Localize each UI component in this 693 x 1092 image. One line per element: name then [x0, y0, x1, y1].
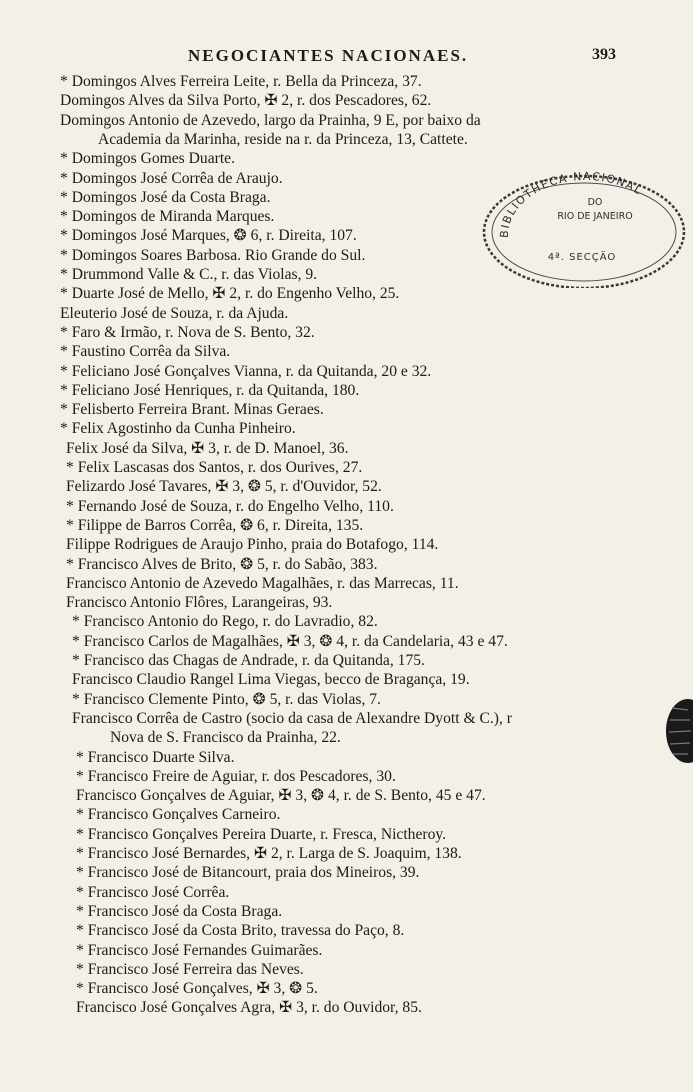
- entry-line: * Drummond Valle & C., r. das Violas, 9.: [60, 266, 318, 283]
- entry-line: Francisco Antonio de Azevedo Magalhães, r. das Marrecas, 11.: [66, 574, 459, 592]
- entry-line: * Francisco José Corrêa.: [76, 883, 230, 901]
- entry-line: * Francisco Carlos de Magalhães, ✠ 3, ❂ 4, r. da Candelaria, 43 e 47.: [72, 632, 508, 650]
- stamp-arc-text: BIBLIOTHECA NACIONAL: [497, 169, 645, 239]
- page-number: 393: [592, 46, 616, 63]
- entry-line: Domingos Alves da Silva Porto, ✠ 2, r. dos Pescadores, 62.: [60, 92, 432, 110]
- entry-line: * Duarte José de Mello, ✠ 2, r. do Engenho Velho, 25.: [60, 285, 400, 303]
- entry-line: * Francisco Duarte Silva.: [76, 748, 235, 766]
- entry-line: * Francisco Clemente Pinto, ❂ 5, r. das Violas, 7.: [72, 690, 381, 708]
- entry-line: Academia da Marinha, reside na r. da Princeza, 13, Cattete.: [98, 130, 468, 148]
- library-stamp: [478, 160, 686, 288]
- stamp-line2: RIO DE JANEIRO: [557, 211, 633, 222]
- entry-line: * Francisco José da Costa Brito, travessa do Paço, 8.: [76, 922, 405, 940]
- entry-line: * Felix Lascasas dos Santos, r. dos Ourives, 27.: [66, 459, 363, 476]
- entry-line: * Fernando José de Souza, r. do Engelho Velho, 110.: [66, 497, 394, 515]
- entry-line: * Felisberto Ferreira Brant. Minas Geraes.: [60, 401, 324, 419]
- entry-line: * Domingos José da Costa Braga.: [60, 188, 271, 206]
- entry-line: Francisco Gonçalves de Aguiar, ✠ 3, ❂ 4, r. de S. Bento, 45 e 47.: [76, 787, 486, 805]
- entry-line: Eleuterio José de Souza, r. da Ajuda.: [60, 304, 289, 322]
- entry-line: Filippe Rodrigues de Araujo Pinho, praia do Botafogo, 114.: [66, 536, 439, 554]
- entry-line: * Francisco José da Costa Braga.: [76, 902, 283, 920]
- entry-line: * Francisco José Ferreira das Neves.: [76, 960, 304, 978]
- page-edge-blot: [658, 696, 693, 766]
- entry-line: * Feliciano José Henriques, r. da Quitanda, 180.: [60, 381, 360, 399]
- entry-line: Francisco José Gonçalves Agra, ✠ 3, r. do Ouvidor, 85.: [76, 999, 422, 1017]
- entry-line: Nova de S. Francisco da Prainha, 22.: [110, 729, 341, 747]
- stamp-seal-icon: [478, 160, 686, 288]
- entry-line: * Domingos José Marques, ❂ 6, r. Direita, 107.: [60, 227, 357, 245]
- entry-line: * Francisco José Gonçalves, ✠ 3, ❂ 5.: [76, 980, 318, 998]
- entry-line: * Francisco José de Bitancourt, praia dos Mineiros, 39.: [76, 864, 420, 882]
- stamp-line1: DO: [587, 197, 603, 208]
- entry-line: * Domingos Soares Barbosa. Rio Grande do Sul.: [60, 246, 366, 264]
- entry-line: * Francisco Freire de Aguiar, r. dos Pescadores, 30.: [76, 767, 396, 785]
- entry-line: * Francisco Alves de Brito, ❂ 5, r. do Sabão, 383.: [66, 555, 378, 573]
- entry-line: Felizardo José Tavares, ✠ 3, ❂ 5, r. d'Ouvidor, 52.: [66, 478, 382, 496]
- entry-line: * Francisco Gonçalves Carneiro.: [76, 806, 281, 824]
- entry-line: * Feliciano José Gonçalves Vianna, r. da Quitanda, 20 e 32.: [60, 362, 432, 380]
- entry-line: Francisco Claudio Rangel Lima Viegas, becco de Bragança, 19.: [72, 671, 470, 689]
- entry-line: * Francisco Gonçalves Pereira Duarte, r. Fresca, Nictheroy.: [76, 825, 447, 843]
- entry-line: * Francisco José Fernandes Guimarães.: [76, 941, 323, 959]
- entry-line: Domingos Antonio de Azevedo, largo da Prainha, 9 E, por baixo da: [60, 111, 481, 129]
- entry-line: Francisco Corrêa de Castro (socio da casa de Alexandre Dyott & C.), r: [72, 709, 512, 727]
- entry-line: * Domingos de Miranda Marques.: [60, 208, 275, 226]
- entry-line: * Faro & Irmão, r. Nova de S. Bento, 32.: [60, 323, 315, 341]
- running-title: NEGOCIANTES NACIONAES.: [188, 46, 469, 65]
- entry-line: Felix José da Silva, ✠ 3, r. de D. Manoel, 36.: [66, 439, 349, 457]
- entry-line: * Francisco José Bernardes, ✠ 2, r. Larga de S. Joaquim, 138.: [76, 845, 462, 862]
- entry-line: * Faustino Corrêa da Silva.: [60, 343, 231, 361]
- entry-line: Francisco Antonio Flôres, Larangeiras, 93.: [66, 594, 333, 612]
- entry-line: * Domingos Alves Ferreira Leite, r. Bella da Princeza, 37.: [60, 73, 422, 90]
- entry-line: * Francisco Antonio do Rego, r. do Lavradio, 82.: [72, 613, 378, 631]
- entry-line: * Francisco das Chagas de Andrade, r. da Quitanda, 175.: [72, 652, 425, 669]
- entry-line: * Felix Agostinho da Cunha Pinheiro.: [60, 420, 296, 438]
- svg-text:BIBLIOTHECA NACIONAL: [498, 170, 645, 238]
- stamp-line3: 4ª. SECÇÃO: [547, 252, 617, 263]
- entry-line: * Filippe de Barros Corrêa, ❂ 6, r. Direita, 135.: [66, 516, 364, 534]
- entry-line: * Domingos Gomes Duarte.: [60, 150, 235, 168]
- entry-line: * Domingos José Corrêa de Araujo.: [60, 169, 283, 187]
- page-header: [0, 46, 693, 68]
